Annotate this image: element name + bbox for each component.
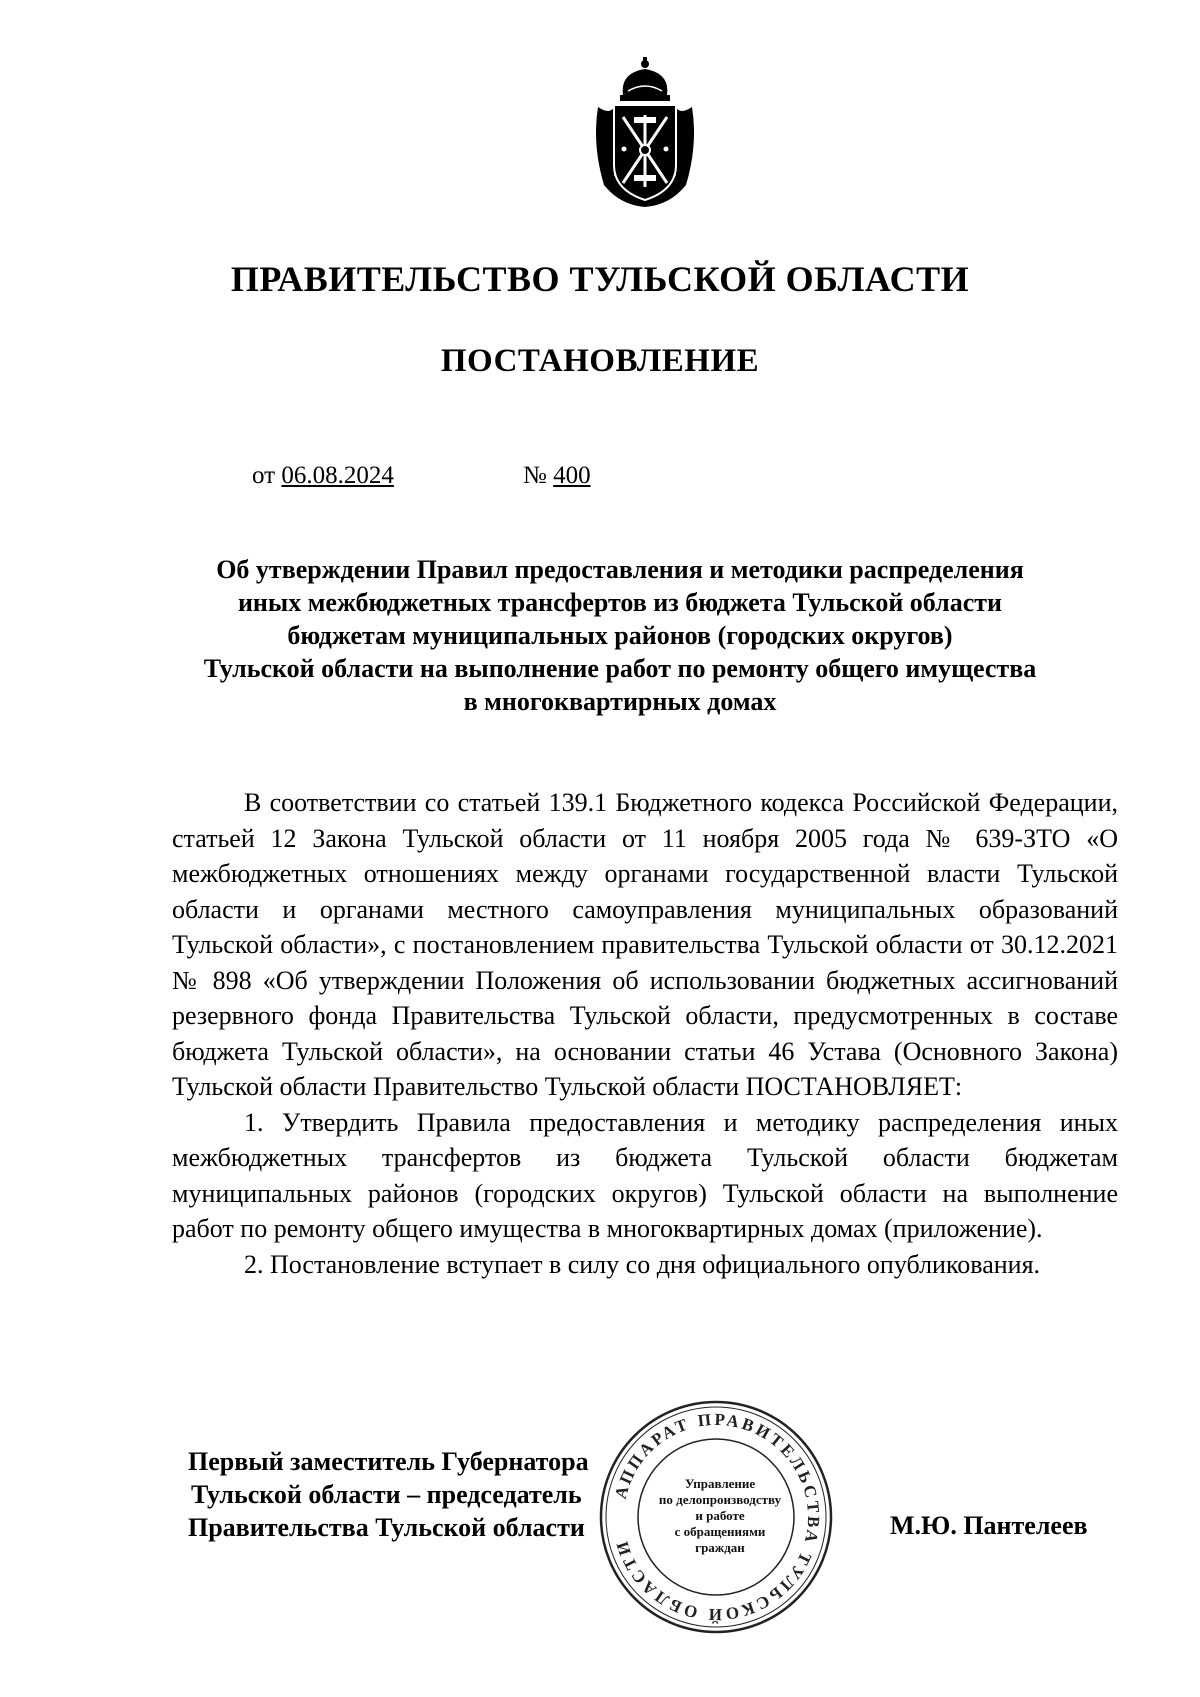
document-subject: [160, 553, 1080, 718]
document-number: [523, 462, 591, 490]
body-paragraph: 1. Утвердить Правила предоставления и методику распределения иных межбюджетных трансфертов из бюджета Тульской области бюджетам муниципальных районов (городских округов) Тульской области на выполнение работ по ремонту общего имущества в многоквартирных домах (приложение).: [172, 1107, 1118, 1243]
document-body: [172, 785, 1118, 1282]
signer-position-line: Первый заместитель Губернатора: [188, 1447, 589, 1476]
seal-line: и работе: [695, 1508, 745, 1523]
seal-line: граждан: [695, 1540, 745, 1555]
date-value: 06.08.2024: [281, 462, 394, 489]
document-type: ПОСТАНОВЛЕНИЕ: [440, 343, 760, 379]
seal-line: по делопроизводству: [658, 1492, 782, 1507]
number-prefix: №: [523, 462, 554, 489]
seal-line: Управление: [684, 1476, 756, 1491]
number-value: 400: [553, 462, 591, 489]
signer-position: [188, 1445, 589, 1544]
subject-line: бюджетам муниципальных районов (городских округов): [287, 621, 953, 650]
coat-of-arms-icon: [590, 55, 700, 215]
subject-line: иных межбюджетных трансфертов из бюджета Тульской области: [237, 588, 1003, 617]
body-paragraph: 2. Постановление вступает в силу со дня официального опубликования.: [244, 1249, 1041, 1279]
date-prefix: от: [252, 462, 282, 489]
signer-position-line: Тульской области – председатель: [191, 1480, 582, 1509]
seal-center-text: [640, 1476, 800, 1556]
signer-position-line: Правительства Тульской области: [188, 1513, 585, 1542]
seal-ring-text: АППАРАТ ПРАВИТЕЛЬСТВА ТУЛЬСКОЙ ОБЛАСТИ: [610, 1409, 824, 1625]
signer-name: М.Ю. Пантелеев: [890, 1511, 1088, 1540]
subject-line: в многоквартирных домах: [463, 687, 777, 716]
organization-title: ПРАВИТЕЛЬСТВО ТУЛЬСКОЙ ОБЛАСТИ: [230, 259, 970, 299]
subject-line: Об утверждении Правил предоставления и методики распределения: [216, 555, 1024, 584]
body-paragraph: В соответствии со статьей 139.1 Бюджетного кодекса Российской Федерации, статьей 12 Закона Тульской области от 11 ноября 2005 года № 639-ЗТО «О межбюджетных отношениях между органами государственной власти Тульской области и органами местного самоуправления муниципальных образований Тульской области», с постановлением правительства Тульской области от 30.12.2021 № 898 «Об утверждении Положения об использовании бюджетных ассигнований резервного фонда Правительства Тульской области, предусмотренных в составе бюджета Тульской области», на основании статьи 46 Устава (Основного Закона) Тульской области Правительство Тульской области ПОСТАНОВЛЯЕТ:: [172, 788, 1118, 1101]
seal-line: с обращениями: [674, 1524, 766, 1539]
document-date: [252, 462, 394, 490]
subject-line: Тульской области на выполнение работ по ремонту общего имущества: [203, 654, 1037, 683]
